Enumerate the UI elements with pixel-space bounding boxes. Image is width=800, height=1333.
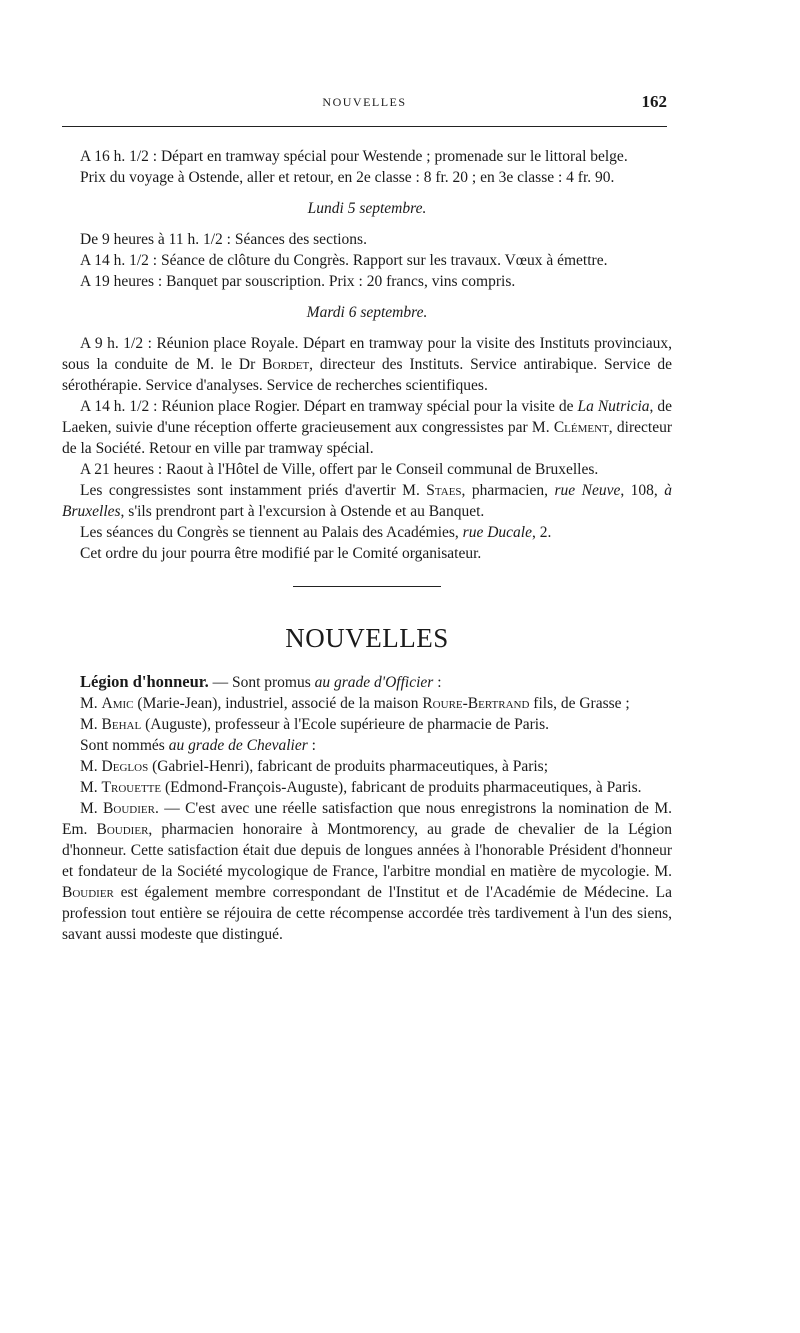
text: M. [80,695,102,712]
person-name: Amic [101,695,134,712]
paragraph: A 21 heures : Raout à l'Hôtel de Ville, offert par le Conseil communal de Bruxelles. [80,461,599,478]
text: : [307,737,316,754]
text: . — C'est avec une réelle satisfaction que nous enregistrons la nomination de M. Em. [62,800,672,838]
text: : [433,674,442,691]
text: , directeur de la Société. Retour en ville par tramway spécial. [62,419,672,457]
paragraph [62,693,672,714]
text: A 14 h. 1/2 : Réunion place Rogier. Départ en tramway spécial pour la visite de [80,398,578,415]
text: M. [80,716,102,733]
text: , s'ils prendront part à l'excursion à Ostende et au Banquet. [120,503,485,520]
text: Les séances du Congrès se tiennent au Palais des Académies, [80,524,463,541]
paragraph [62,756,672,777]
person-name: Bordet [262,356,310,373]
person-name: Deglos [101,758,149,775]
text: M. [80,779,102,796]
person-name: Clément [553,419,609,436]
person-name: Boudier [96,821,149,838]
chevalier-heading [62,735,672,756]
text: est également membre correspondant de l'Institut et de l'Académie de Médecine. La profession tout entière se réjouira de cette récompense accordée très tardivement à l'un des siens, savant aussi modeste que distingué. [62,884,672,943]
legion-heading [62,671,672,693]
text: A 9 h. 1/2 : Réunion place Royale. Départ en tramway pour la visite des Instituts provinciaux, sous la conduite de M. le Dr [62,335,672,373]
person-name: Boudier [62,884,114,901]
paragraph: A 19 heures : Banquet par souscription. Prix : 20 francs, vins compris. [80,273,516,290]
text: , pharmacien honoraire à Montmorency, au grade de chevalier de la Légion d'honneur. Cette satisfaction était due depuis de longues années à l'honorable Président d'honneur et fondateur de la Société mycologique de France, l'arbitre mondial en matière de mycologie. M. [62,821,672,880]
text: (Auguste), professeur à l'Ecole supérieure de pharmacie de Paris. [141,716,550,733]
person-name: Trouette [101,779,162,796]
italic-text: rue Ducale [462,524,532,541]
text: Sont nommés [80,737,169,754]
running-head [62,92,667,112]
page-body [62,146,672,945]
paragraph [62,798,672,945]
page-number: 162 [641,92,667,111]
running-head-title: NOUVELLES [322,95,407,109]
text: , 2. [531,524,552,541]
text: Les congressistes sont instamment priés d'avertir M. [80,482,427,499]
italic-text: au grade d'Officier [314,674,434,691]
paragraph [62,333,672,396]
paragraph [62,714,672,735]
person-name: Boudier [103,800,155,817]
text: , de Laeken, suivie d'une réception offerte gracieusement aux congressistes par M. [62,398,672,436]
day-heading: Mardi 6 septembre. [306,304,428,321]
italic-text: La Nutricia [577,398,650,415]
text: (Edmond-François-Auguste), fabricant de produits pharmaceutiques, à Paris. [161,779,642,796]
paragraph: A 14 h. 1/2 : Séance de clôture du Congrès. Rapport sur les travaux. Vœux à émettre. [80,252,608,269]
paragraph: De 9 heures à 11 h. 1/2 : Séances des sections. [80,231,367,248]
text: — Sont promus [208,674,315,691]
day-heading: Lundi 5 septembre. [307,200,427,217]
paragraph [62,480,672,522]
text: M. [80,758,102,775]
italic-text: rue Neuve [554,482,621,499]
paragraph: Cet ordre du jour pourra être modifié par le Comité organisateur. [80,545,482,562]
text: M. [80,800,104,817]
person-name: Behal [101,716,142,733]
paragraph [62,522,672,543]
section-separator [293,586,441,587]
section-title: NOUVELLES [285,623,449,653]
text: , directeur des Instituts. Service antirabique. Service de sérothérapie. Service d'analyses. Service de recherches scientifiques. [62,356,672,394]
italic-text: au grade de Chevalier [168,737,308,754]
text: (Gabriel-Henri), fabricant de produits pharmaceutiques, à Paris; [148,758,549,775]
paragraph: A 16 h. 1/2 : Départ en tramway spécial pour Westende ; promenade sur le littoral belge. [80,148,628,165]
text: , pharmacien, [461,482,555,499]
header-rule [62,126,667,127]
legion-label: Légion d'honneur. [80,672,209,691]
text: fils, de Grasse ; [529,695,630,712]
paragraph [62,777,672,798]
paragraph: Prix du voyage à Ostende, aller et retour, en 2e classe : 8 fr. 20 ; en 3e classe : 4 fr. 90. [80,169,615,186]
person-name: Staes [426,482,462,499]
paragraph [62,396,672,459]
text: (Marie-Jean), industriel, associé de la maison [133,695,423,712]
text: , 108, [620,482,665,499]
company-name: Roure-Bertrand [422,695,530,712]
italic-text: à Bruxelles [62,482,673,520]
